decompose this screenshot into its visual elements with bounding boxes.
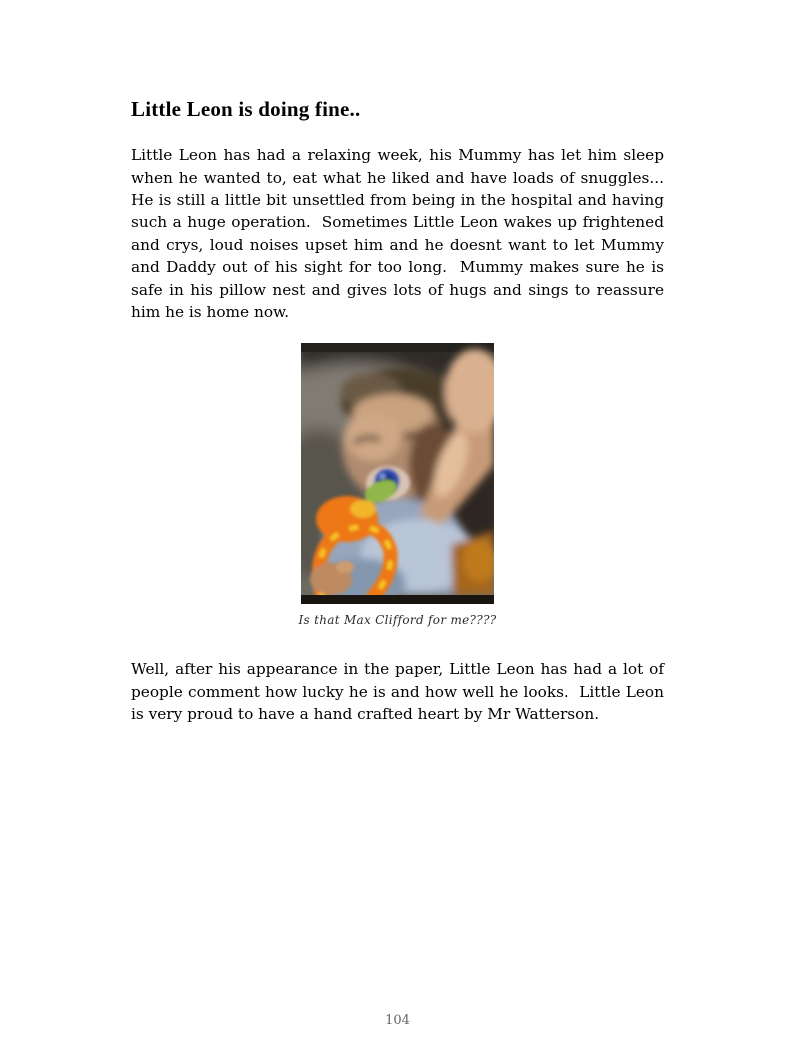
photo-figure	[131, 343, 664, 628]
page-number: 104	[385, 1013, 410, 1028]
photo-caption: Is that Max Clifford for me????	[298, 613, 497, 628]
body-paragraph-2: Well, after his appearance in the paper, Little Leon has had a lot of people comment how lucky he is and how well he looks. Little Leon is very proud to have a hand crafted heart by Mr Watterson.	[131, 660, 669, 724]
baby-photo	[301, 343, 494, 604]
content-column	[131, 0, 674, 726]
body-paragraph-1: Little Leon has had a relaxing week, his Mummy has let him sleep when he wanted to, eat what he liked and have loads of snuggles... He is still a little bit unsettled from being in the hospital and having such a huge operation. Sometimes Little Leon wakes up frightened and crys, loud noises upset him and he doesnt want to let Mummy and Daddy out of his sight for too long. Mummy makes sure he is safe in his pillow nest and gives lots of hugs and sings to reassure him he is home now.	[131, 146, 674, 322]
page-title: Little Leon is doing fine..	[131, 97, 361, 121]
